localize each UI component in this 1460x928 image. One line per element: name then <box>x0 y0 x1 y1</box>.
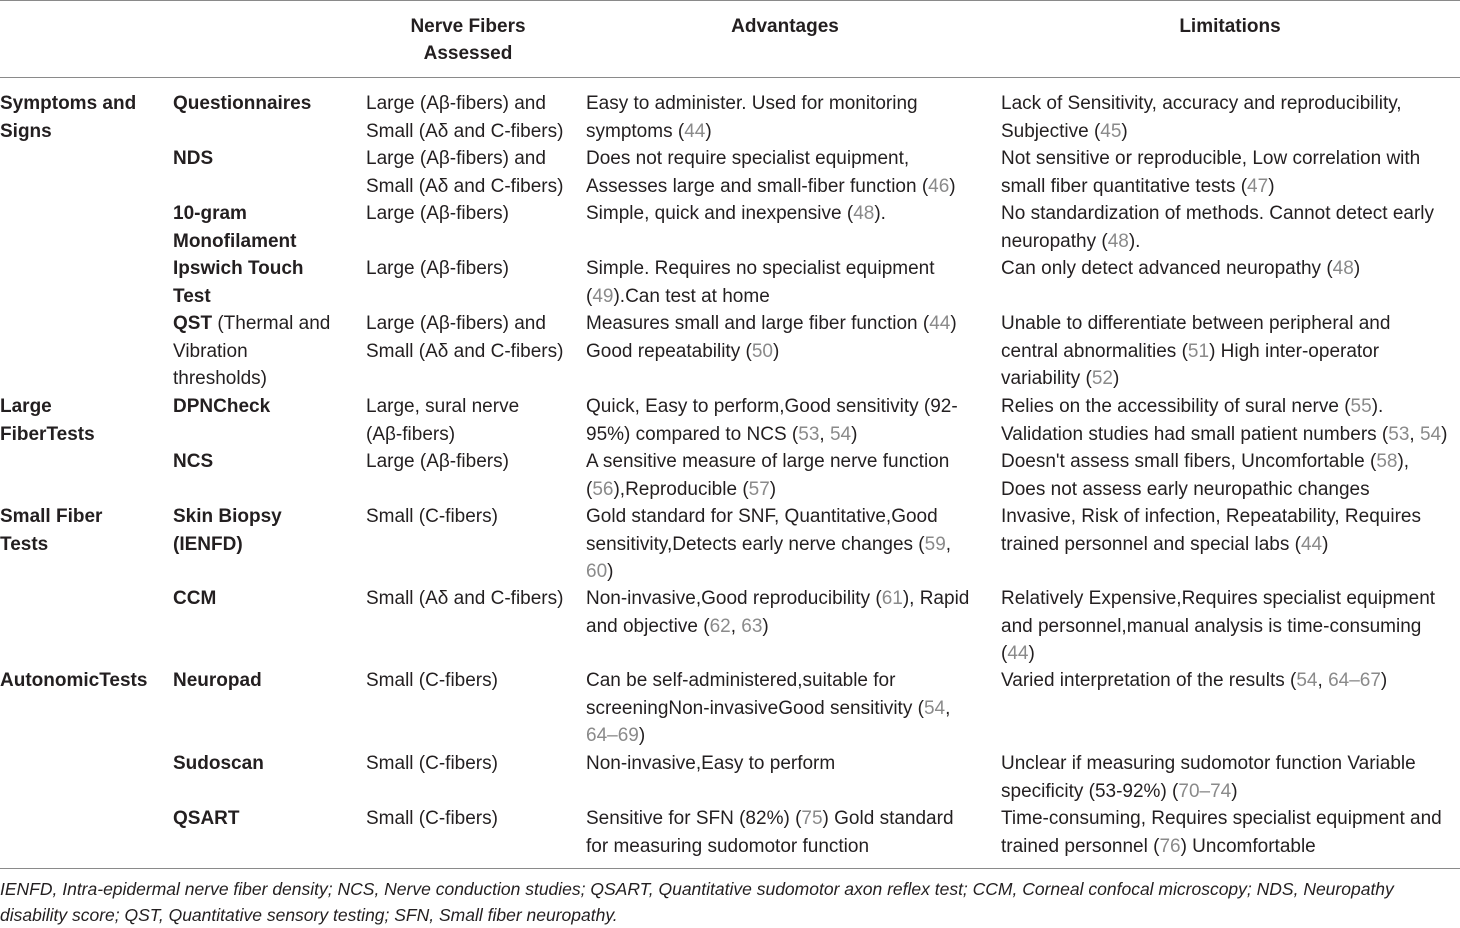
cell-text: ) <box>769 478 777 500</box>
cell-text: Quick, Easy to perform,Good sensitivity (92- <box>586 396 958 417</box>
cell-text: , <box>945 533 952 555</box>
limitations-cell-line <box>1001 503 1421 531</box>
cell-text: Time-consuming, Requires specialist equipment and <box>1001 808 1442 829</box>
test-name-line <box>173 750 264 778</box>
nerve-fibers-cell-line <box>366 255 509 283</box>
cell-text: ( <box>1001 643 1008 664</box>
cell-text: thresholds) <box>173 368 267 389</box>
cell-text: ). <box>874 203 886 224</box>
reference-citation: 60 <box>586 561 608 582</box>
cell-text: Small (C-fibers) <box>366 506 498 527</box>
nerve-fibers-cell-line <box>366 503 498 531</box>
reference-citation: 64–67 <box>1328 670 1381 691</box>
test-name-line <box>173 585 216 613</box>
cell-text: NCS <box>173 451 214 472</box>
cell-text: screeningNon-invasiveGood sensitivity ( <box>586 697 924 719</box>
limitations-cell <box>1001 393 1447 448</box>
test-name <box>173 310 330 393</box>
reference-citation: 56 <box>592 478 614 500</box>
reference-citation: 57 <box>748 478 770 500</box>
nerve-fibers-cell-line <box>366 90 563 118</box>
top-rule <box>0 0 1460 1</box>
cell-text: (Thermal and <box>212 313 331 334</box>
cell-text: ), <box>1397 451 1410 472</box>
cell-text: Does not require specialist equipment, <box>586 148 910 169</box>
nerve-fibers-cell-line <box>366 118 563 146</box>
reference-citation: 51 <box>1187 340 1210 362</box>
cell-text: trained personnel and special labs ( <box>1001 533 1301 555</box>
test-name-line <box>173 805 240 833</box>
cell-text: Does not assess early neuropathic changes <box>1001 478 1370 500</box>
cell-text: , <box>1317 670 1329 691</box>
test-name-line <box>173 145 213 173</box>
advantages-cell-line <box>586 173 956 201</box>
category-label-line: FiberTests <box>0 423 95 445</box>
advantages-cell <box>586 255 935 310</box>
advantages-cell <box>586 145 956 200</box>
nerve-fibers-cell-line <box>366 310 563 338</box>
limitations-cell-line <box>1001 338 1390 366</box>
header-nerve-fibers <box>368 13 568 67</box>
test-name <box>173 750 264 778</box>
cell-text: Large (Aβ-fibers) <box>366 451 509 472</box>
test-name <box>173 255 304 310</box>
nerve-fibers-cell-line <box>366 448 509 476</box>
nerve-fibers-cell-line <box>366 145 563 173</box>
reference-citation: 61 <box>881 588 903 609</box>
advantages-cell-line <box>586 448 949 476</box>
advantages-cell <box>586 393 958 448</box>
cell-text: Doesn't assess small fibers, Uncomfortable ( <box>1001 451 1377 472</box>
nerve-fibers-cell <box>366 585 563 613</box>
test-name-line <box>173 228 297 256</box>
category-label <box>0 393 95 448</box>
test-name <box>173 585 216 613</box>
cell-text: Sudoscan <box>173 753 264 774</box>
reference-citation: 53 <box>798 423 820 445</box>
test-name-line <box>173 90 311 118</box>
nerve-fibers-cell <box>366 90 563 145</box>
nerve-fibers-cell <box>366 503 498 531</box>
header-advantages: Advantages <box>731 16 839 37</box>
reference-citation: 76 <box>1159 835 1181 857</box>
advantages-cell-line <box>586 833 954 861</box>
reference-citation: 59 <box>924 533 946 555</box>
reference-citation: 48 <box>853 203 875 224</box>
advantages-cell-line <box>586 558 951 586</box>
limitations-cell-line <box>1001 393 1447 421</box>
cell-text: Questionnaires <box>173 93 312 114</box>
advantages-cell <box>586 90 918 145</box>
reference-citation: 58 <box>1376 451 1398 472</box>
nerve-fibers-cell <box>366 145 563 200</box>
category-label-line: Symptoms and <box>0 93 137 114</box>
nerve-fibers-cell <box>366 750 498 778</box>
cell-text: and objective ( <box>586 615 710 637</box>
cell-text: ) <box>772 340 780 362</box>
limitations-cell <box>1001 750 1416 805</box>
cell-text: Large (Aβ-fibers) and <box>366 313 546 334</box>
cell-text: Small (Aδ and C-fibers) <box>366 340 564 362</box>
test-name <box>173 805 240 833</box>
cell-text: ) <box>1112 368 1120 389</box>
limitations-cell-line <box>1001 118 1402 146</box>
cell-text: Large, sural nerve <box>366 396 520 417</box>
test-name-line <box>173 365 330 393</box>
limitations-cell-line <box>1001 365 1390 393</box>
cell-text: ) <box>1353 258 1361 279</box>
test-name <box>173 503 282 558</box>
cell-text: A sensitive measure of large nerve function <box>586 451 950 472</box>
advantages-cell <box>586 667 950 750</box>
reference-citation: 70–74 <box>1178 780 1232 802</box>
cell-text: sensitivity,Detects early nerve changes ( <box>586 533 925 555</box>
bottom-rule <box>0 868 1460 869</box>
nerve-fibers-cell-line <box>366 667 498 695</box>
nerve-fibers-cell-line <box>366 393 519 421</box>
cell-text: CCM <box>173 588 217 609</box>
cell-text: Not sensitive or reproducible, Low correlation with <box>1001 148 1421 169</box>
nerve-fibers-cell-line <box>366 750 498 778</box>
limitations-cell-line <box>1001 750 1416 778</box>
cell-text: Small (Aδ and C-fibers) <box>366 175 564 197</box>
cell-text: for measuring sudomotor function <box>586 835 870 857</box>
reference-citation: 62 <box>709 615 731 637</box>
advantages-cell-line <box>586 695 950 723</box>
reference-citation: 55 <box>1350 396 1372 417</box>
cell-text: Relatively Expensive,Requires specialist equipment <box>1001 588 1436 609</box>
cell-text: Ipswich Touch <box>173 258 304 279</box>
cell-text: 95%) compared to NCS ( <box>586 423 799 445</box>
cell-text: (Aβ-fibers) <box>366 423 456 445</box>
cell-text: NDS <box>173 148 214 169</box>
cell-text: Varied interpretation of the results ( <box>1001 670 1297 691</box>
limitations-cell-line <box>1001 228 1434 256</box>
cell-text: Assesses large and small-fiber function ( <box>586 175 929 197</box>
limitations-cell <box>1001 667 1387 695</box>
cell-text: DPNCheck <box>173 396 271 417</box>
advantages-cell <box>586 310 957 365</box>
cell-text: Neuropad <box>173 670 262 691</box>
limitations-cell <box>1001 585 1435 668</box>
category-label-line: Tests <box>0 533 49 555</box>
header-limitations: Limitations <box>1179 16 1281 37</box>
advantages-cell-line <box>586 476 949 504</box>
cell-text: 10-gram <box>173 203 247 224</box>
nerve-fibers-cell-line <box>366 805 498 833</box>
cell-text: Simple, quick and inexpensive ( <box>586 203 854 224</box>
nerve-fibers-cell-line <box>366 173 563 201</box>
reference-citation: 48 <box>1107 230 1129 252</box>
test-name <box>173 448 213 476</box>
cell-text: Easy to administer. Used for monitoring <box>586 93 918 114</box>
cell-text: Large (Aβ-fibers) and <box>366 93 546 114</box>
limitations-cell-line <box>1001 145 1420 173</box>
reference-citation: 54 <box>829 423 852 445</box>
test-name-line <box>173 667 262 695</box>
limitations-cell <box>1001 200 1434 255</box>
reference-citation: 54 <box>923 697 946 719</box>
test-name <box>173 90 311 118</box>
reference-citation: 44 <box>1300 533 1323 555</box>
limitations-cell-line <box>1001 585 1435 613</box>
reference-citation: 50 <box>751 340 773 362</box>
advantages-cell <box>586 805 954 860</box>
header-nerve-fibers-line: Assessed <box>423 43 513 64</box>
reference-citation: 44 <box>929 313 951 334</box>
limitations-cell-line <box>1001 310 1390 338</box>
cell-text: ) <box>1028 643 1035 664</box>
category-label-line: Large <box>0 396 52 417</box>
cell-text: Good repeatability ( <box>586 340 752 362</box>
reference-citation: 48 <box>1332 258 1354 279</box>
category-label <box>0 667 147 695</box>
cell-text: Small (C-fibers) <box>366 808 498 829</box>
cell-text: symptoms ( <box>586 120 685 142</box>
cell-text: Unable to differentiate between peripheral and <box>1001 313 1391 334</box>
advantages-cell-line <box>586 750 835 778</box>
limitations-cell <box>1001 448 1409 503</box>
cell-text: ) <box>607 561 614 582</box>
reference-citation: 45 <box>1100 120 1122 142</box>
cell-text: Validation studies had small patient numbers ( <box>1001 423 1389 445</box>
cell-text: ) <box>1231 780 1238 802</box>
table-footnote <box>0 876 1460 928</box>
nerve-fibers-cell-line <box>366 200 509 228</box>
cell-text: Non-invasive,Easy to perform <box>586 753 836 774</box>
advantages-cell <box>586 503 951 586</box>
cell-text: ) <box>949 175 956 197</box>
limitations-cell-line <box>1001 448 1409 476</box>
limitations-cell-line <box>1001 173 1420 201</box>
nerve-fibers-cell-line <box>366 338 563 366</box>
advantages-cell-line <box>586 613 969 641</box>
advantages-cell-line <box>586 667 950 695</box>
cell-text: ) <box>1121 120 1128 142</box>
cell-text: Small (Aδ and C-fibers) <box>366 588 564 609</box>
limitations-cell <box>1001 90 1402 145</box>
cell-text: Small (C-fibers) <box>366 670 498 691</box>
limitations-cell-line <box>1001 778 1416 806</box>
advantages-cell <box>586 585 969 640</box>
cell-text: Test <box>173 285 211 307</box>
cell-text: , <box>730 615 742 637</box>
advantages-cell-line <box>586 805 954 833</box>
limitations-cell-line <box>1001 805 1442 833</box>
test-name-line <box>173 531 282 559</box>
cell-text: Non-invasive,Good reproducibility ( <box>586 588 882 609</box>
cell-text: ) <box>638 725 646 746</box>
cell-text: Subjective ( <box>1001 120 1101 142</box>
cell-text: Vibration <box>173 340 248 362</box>
category-label <box>0 503 102 558</box>
limitations-cell <box>1001 255 1360 283</box>
reference-citation: 49 <box>592 285 614 307</box>
cell-text: ),Reproducible ( <box>613 478 749 500</box>
cell-text: ) <box>1441 423 1448 445</box>
cell-text: (IENFD) <box>173 533 243 555</box>
reference-citation: 64–69 <box>586 725 639 746</box>
nerve-fibers-cell <box>366 667 498 695</box>
limitations-cell-line <box>1001 255 1360 283</box>
advantages-cell-line <box>586 531 951 559</box>
reference-citation: 53 <box>1388 423 1410 445</box>
cell-text: ) Uncomfortable <box>1180 835 1316 857</box>
reference-citation: 46 <box>928 175 950 197</box>
limitations-cell-line <box>1001 531 1421 559</box>
advantages-cell <box>586 750 835 778</box>
cell-text: Unclear if measuring sudomotor function Variable <box>1001 753 1416 774</box>
advantages-cell <box>586 200 886 228</box>
reference-citation: 54 <box>1296 670 1318 691</box>
test-name-line <box>173 310 330 338</box>
limitations-cell-line <box>1001 476 1409 504</box>
reference-citation: 47 <box>1247 175 1269 197</box>
advantages-cell-line <box>586 503 951 531</box>
test-name <box>173 145 213 173</box>
reference-citation: 63 <box>741 615 763 637</box>
advantages-cell-line <box>586 421 958 449</box>
nerve-fibers-cell <box>366 448 509 476</box>
cell-text: ) <box>705 120 712 142</box>
limitations-cell <box>1001 145 1420 200</box>
test-name-line <box>173 448 213 476</box>
test-name-line <box>173 503 282 531</box>
advantages-cell-line <box>586 145 956 173</box>
cell-text: ). <box>1128 230 1141 252</box>
cell-text: ).Can test at home <box>613 285 770 307</box>
advantages-cell-line <box>586 118 918 146</box>
cell-text: Monofilament <box>173 230 297 252</box>
cell-text: variability ( <box>1001 368 1092 389</box>
limitations-cell-line <box>1001 90 1402 118</box>
test-name <box>173 393 270 421</box>
advantages-cell-line <box>586 585 969 613</box>
advantages-cell-line <box>586 393 958 421</box>
cell-text: QSART <box>173 808 240 829</box>
reference-citation: 44 <box>1007 643 1029 664</box>
limitations-cell-line <box>1001 667 1387 695</box>
cell-text: ) <box>1268 175 1275 197</box>
cell-text: ) <box>1322 533 1329 555</box>
nerve-fibers-cell-line <box>366 585 563 613</box>
footnote-line: IENFD, Intra-epidermal nerve fiber density; NCS, Nerve conduction studies; QSART, Quantitative sudomotor axon reflex test; CCM, Corneal confocal microscopy; NDS, Neuropathy <box>0 879 1394 899</box>
cell-text: Sensitive for SFN (82%) ( <box>586 808 802 829</box>
cell-text: No standardization of methods. Cannot detect early <box>1001 203 1435 224</box>
advantages-cell-line <box>586 722 950 750</box>
cell-text: Gold standard for SNF, Quantitative,Good <box>586 506 938 527</box>
cell-text: ( <box>586 478 593 500</box>
nerve-fibers-cell <box>366 310 563 365</box>
reference-citation: 54 <box>1419 423 1442 445</box>
header-nerve-fibers-line: Nerve Fibers <box>410 16 526 37</box>
limitations-cell-line <box>1001 421 1447 449</box>
header-rule <box>0 77 1460 78</box>
reference-citation: 44 <box>684 120 706 142</box>
advantages-cell-line <box>586 310 957 338</box>
advantages-cell-line <box>586 338 957 366</box>
cell-text: specificity (53-92%) ( <box>1001 780 1179 802</box>
limitations-cell-line <box>1001 833 1442 861</box>
test-name <box>173 667 262 695</box>
category-label-line: Signs <box>0 120 52 142</box>
advantages-cell-line <box>586 283 935 311</box>
cell-text: small fiber quantitative tests ( <box>1001 175 1248 197</box>
advantages-cell <box>586 448 949 503</box>
cell-text: Large (Aβ-fibers) <box>366 258 509 279</box>
category-label-line: Small Fiber <box>0 506 103 527</box>
test-name-line <box>173 200 297 228</box>
cell-text: ) <box>1380 670 1388 691</box>
cell-text: Invasive, Risk of infection, Repeatability, Requires <box>1001 506 1421 527</box>
limitations-cell-line <box>1001 200 1434 228</box>
cell-text: Small (Aδ and C-fibers) <box>366 120 564 142</box>
limitations-cell-line <box>1001 613 1435 641</box>
cell-text: central abnormalities ( <box>1001 340 1188 362</box>
test-name <box>173 200 297 255</box>
category-label-line: AutonomicTests <box>0 670 148 691</box>
cell-text: Large (Aβ-fibers) <box>366 203 509 224</box>
cell-text: , <box>819 423 830 445</box>
nerve-fibers-cell-line <box>366 421 519 449</box>
cell-text: Skin Biopsy <box>173 506 282 527</box>
advantages-cell-line <box>586 255 935 283</box>
nerve-fibers-cell <box>366 393 519 448</box>
cell-text: ) <box>762 615 769 637</box>
cell-text: Can only detect advanced neuropathy ( <box>1001 258 1333 279</box>
cell-text: neuropathy ( <box>1001 230 1108 252</box>
cell-text: ) <box>851 423 858 445</box>
limitations-cell-line <box>1001 640 1435 668</box>
nerve-fibers-cell <box>366 805 498 833</box>
limitations-cell <box>1001 503 1421 558</box>
test-name-line <box>173 393 270 421</box>
cell-text: ). <box>1371 396 1384 417</box>
cell-text: ( <box>586 285 593 307</box>
cell-text: Small (C-fibers) <box>366 753 498 774</box>
reference-citation: 75 <box>801 808 823 829</box>
test-name-line <box>173 283 304 311</box>
cell-text: ), Rapid <box>902 588 970 609</box>
cell-text: and personnel,manual analysis is time-consuming <box>1001 615 1422 637</box>
nerve-fibers-cell <box>366 255 509 283</box>
limitations-cell <box>1001 310 1390 393</box>
category-label <box>0 90 136 145</box>
test-name-line <box>173 255 304 283</box>
limitations-cell <box>1001 805 1442 860</box>
nerve-fibers-cell <box>366 200 509 228</box>
cell-text: ) High inter-operator <box>1209 340 1380 362</box>
advantages-cell-line <box>586 90 918 118</box>
cell-text: trained personnel ( <box>1001 835 1160 857</box>
footnote-line: disability score; QST, Quantitative sensory testing; SFN, Small fiber neuropathy. <box>0 905 618 925</box>
cell-text: QST <box>173 313 213 334</box>
cell-text: ) <box>950 313 957 334</box>
test-name-line <box>173 338 330 366</box>
cell-text: Can be self-administered,suitable for <box>586 670 896 691</box>
cell-text: Relies on the accessibility of sural nerve ( <box>1001 396 1351 417</box>
reference-citation: 52 <box>1091 368 1113 389</box>
cell-text: Measures small and large fiber function ( <box>586 313 930 334</box>
cell-text: Lack of Sensitivity, accuracy and reproducibility, <box>1001 93 1402 114</box>
cell-text: , <box>945 697 951 719</box>
cell-text: Large (Aβ-fibers) and <box>366 148 546 169</box>
cell-text: , <box>1409 423 1420 445</box>
advantages-cell-line <box>586 200 886 228</box>
cell-text: Simple. Requires no specialist equipment <box>586 258 935 279</box>
cell-text: ) Gold standard <box>822 808 954 829</box>
